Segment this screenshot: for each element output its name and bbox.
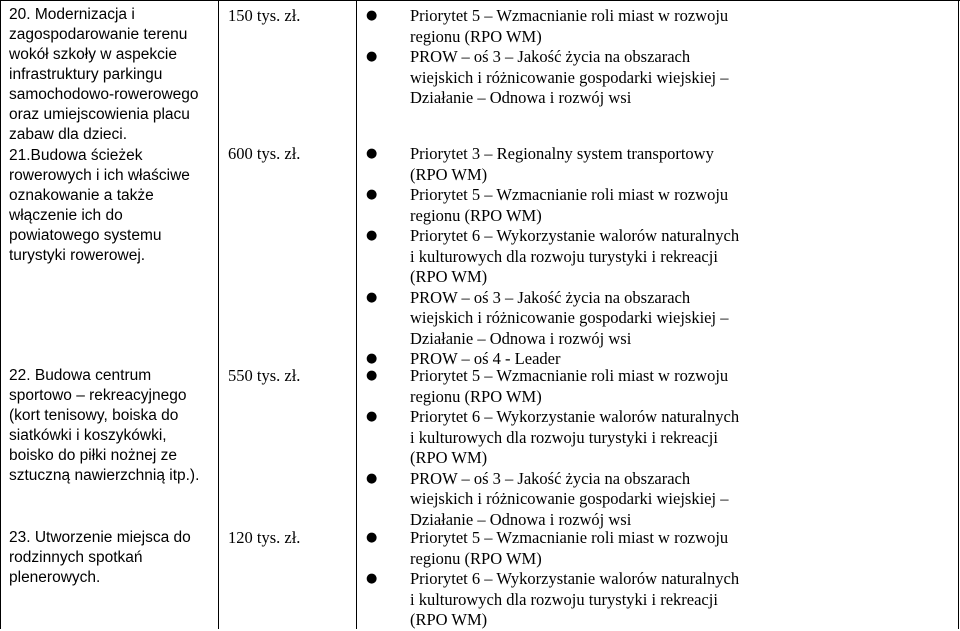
list-item (366, 6, 791, 47)
list-item-text: ● PROW – oś 4 - Leader (410, 349, 561, 368)
list-item-text: ● PROW – oś 3 – Jakość życia na obszarach wiejskich i różnicowanie gospodarki wiejskiej – Działanie – Odnowa i rozwój wsi (410, 287, 729, 348)
funding-list-row-3 (366, 366, 791, 530)
list-item-text: ● Priorytet 5 – Wzmacnianie roli miast w rozwoju regionu (RPO WM) (410, 6, 729, 46)
list-item-text: ● Priorytet 3 – Regionalny system transportowy (RPO WM) (410, 144, 714, 184)
list-item (366, 144, 791, 185)
funding-list-row-4 (366, 528, 791, 631)
table-border-right (958, 0, 959, 629)
list-item-text: ● Priorytet 6 – Wykorzystanie walorów naturalnych i kulturowych dla rozwoju turystyki i rekreacji (RPO WM) (410, 569, 740, 629)
list-item (366, 185, 791, 226)
list-item-text: ● Priorytet 5 – Wzmacnianie roli miast w rozwoju regionu (RPO WM) (410, 366, 729, 406)
task-20: 20. Modernizacja i zagospodarowanie terenu wokół szkoły w aspekcie infrastruktury parkingu samochodowo-rowerowego oraz umiejscowienia placu zabaw dla dzieci. (9, 6, 199, 143)
task-22: 22. Budowa centrum sportowo – rekreacyjnego (kort tenisowy, boiska do siatkówki i koszykówki, boisko do piłki nożnej ze sztuczną nawierzchnią itp.). (9, 367, 200, 484)
list-item-text: ● PROW – oś 3 – Jakość życia na obszarach wiejskich i różnicowanie gospodarki wiejskiej – Działanie – Odnowa i rozwój wsi (410, 47, 729, 107)
list-item (366, 288, 791, 350)
list-item-text: ● Priorytet 6 – Wykorzystanie walorów naturalnych i kulturowych dla rozwoju turystyki i rekreacji (RPO WM) (410, 226, 740, 286)
list-item-text: ● PROW – oś 3 – Jakość życia na obszarach wiejskich i różnicowanie gospodarki wiejskiej – Działanie – Odnowa i rozwój wsi (410, 468, 729, 529)
list-item (366, 366, 791, 407)
column-divider-1 (218, 0, 219, 629)
list-item (366, 47, 791, 109)
column-divider-2 (356, 0, 357, 629)
task-23: 23. Utworzenie miejsca do rodzinnych spotkań plenerowych. (9, 529, 191, 586)
table-border-top (0, 0, 960, 1)
list-item-text: ● Priorytet 5 – Wzmacnianie roli miast w rozwoju regionu (RPO WM) (410, 185, 729, 225)
funding-list-row-2 (366, 144, 791, 370)
amount-row-2: 600 tys. zł. (228, 144, 301, 163)
list-item (366, 407, 791, 469)
amount-row-3: 550 tys. zł. (228, 366, 301, 385)
list-item-text: ● Priorytet 6 – Wykorzystanie walorów naturalnych i kulturowych dla rozwoju turystyki i rekreacji (RPO WM) (410, 407, 740, 467)
list-item-text: ● Priorytet 5 – Wzmacnianie roli miast w rozwoju regionu (RPO WM) (410, 528, 729, 568)
list-item (366, 528, 791, 569)
list-item (366, 569, 791, 631)
funding-list-row-1 (366, 6, 791, 109)
task-21: 21.Budowa ścieżek rowerowych i ich właściwe oznakowanie a także włączenie ich do powiatowego systemu turystyki rowerowej. (9, 147, 190, 264)
list-item (366, 469, 791, 531)
list-item (366, 226, 791, 288)
amount-row-1: 150 tys. zł. (228, 6, 301, 25)
table-border-left (0, 0, 1, 629)
amount-row-4: 120 tys. zł. (228, 528, 301, 547)
